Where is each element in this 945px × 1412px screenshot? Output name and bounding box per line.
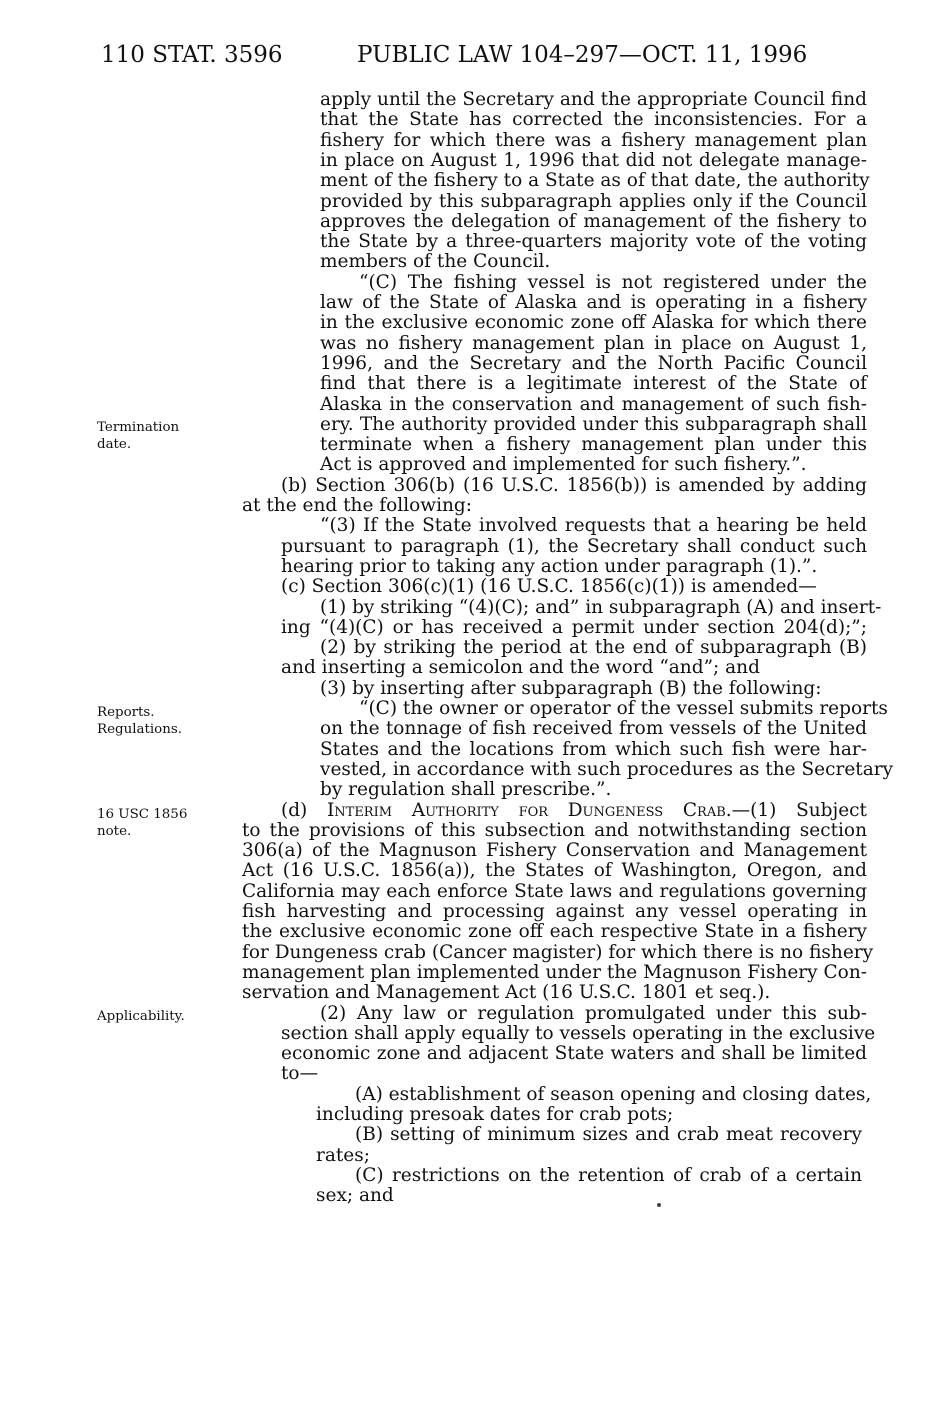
margin-note-line: date. xyxy=(97,437,132,452)
text-line: law of the State of Alaska and is operating in a fishery xyxy=(320,292,867,313)
running-head-public-law: PUBLIC LAW 104–297—OCT. 11, 1996 xyxy=(357,42,808,68)
text-line: in place on August 1, 1996 that did not delegate manage- xyxy=(320,149,867,171)
text-line: 1996, and the Secretary and the North Pacific Council xyxy=(320,352,867,374)
margin-note-line: Applicability. xyxy=(97,1009,185,1024)
section-d-heading-line xyxy=(281,801,867,821)
text-line: and inserting a semicolon and the word “and”; and xyxy=(281,657,760,679)
text-line: hearing prior to taking any action under paragraph (1).”. xyxy=(281,555,818,577)
text-line: members of the Council. xyxy=(320,251,551,273)
text-line: terminate when a fishery management plan under this xyxy=(320,434,867,456)
text-line: rates; xyxy=(316,1144,370,1166)
text-line: California may each enforce State laws and regulations governing xyxy=(242,880,867,902)
text-line: (3) by inserting after subparagraph (B) the following: xyxy=(320,677,822,699)
text-line: for Dungeness crab (Cancer magister) for which there is no fishery xyxy=(242,941,874,963)
text-line: (1) by striking “(4)(C); and” in subparagraph (A) and insert- xyxy=(320,596,882,618)
text-line: including presoak dates for crab pots; xyxy=(316,1104,674,1125)
section-d-heading: Interim Authority for Dungeness Crab xyxy=(326,799,726,821)
text-line: Alaska in the conservation and management of such fish- xyxy=(320,393,867,415)
text-line: Act is approved and implemented for such fishery.”. xyxy=(320,454,807,476)
text-line: economic zone and adjacent State waters and shall be limited xyxy=(281,1043,867,1065)
text-line: at the end the following: xyxy=(242,495,472,516)
text-line: “(C) the owner or operator of the vessel submits reports xyxy=(359,698,888,719)
text-line: 306(a) of the Magnuson Fishery Conservation and Management xyxy=(242,840,867,862)
margin-note-applicability xyxy=(97,1008,185,1025)
text-line: Act (16 U.S.C. 1856(a)), the States of Washington, Oregon, and xyxy=(242,860,867,882)
text-line: sex; and xyxy=(316,1185,394,1207)
text-line: by regulation shall prescribe.”. xyxy=(320,779,612,801)
margin-note-line: 16 USC 1856 xyxy=(97,807,188,822)
text-line: apply until the Secretary and the appropriate Council find xyxy=(320,89,867,110)
text-line: pursuant to paragraph (1), the Secretary shall conduct such xyxy=(281,535,867,557)
text-line: in the exclusive economic zone off Alaska for which there xyxy=(320,312,867,334)
print-speck xyxy=(657,1203,661,1207)
text-line: (b) Section 306(b) (16 U.S.C. 1856(b)) is amended by adding xyxy=(281,474,867,496)
text-line: (C) restrictions on the retention of crab of a certain xyxy=(355,1164,862,1186)
margin-note-reports-regulations xyxy=(97,704,182,738)
text-line: on the tonnage of fish received from vessels of the United xyxy=(320,718,867,740)
text-line: the exclusive economic zone off each respective State in a fishery xyxy=(242,921,867,943)
text-run: (d) xyxy=(281,799,327,821)
text-line: management plan implemented under the Magnuson Fishery Con- xyxy=(242,961,867,983)
margin-note-line: note. xyxy=(97,824,132,839)
text-line: ing “(4)(C) or has received a permit under section 204(d);”; xyxy=(281,616,867,638)
margin-note-usc xyxy=(97,806,187,840)
text-line: fishery for which there was a fishery management plan xyxy=(320,129,867,151)
text-line: ment of the fishery to a State as of that date, the authority xyxy=(320,170,870,192)
text-line: section shall apply equally to vessels operating in the exclusive xyxy=(281,1022,876,1044)
text-line: States and the locations from which such fish were har- xyxy=(320,738,867,760)
text-line: “(C) The fishing vessel is not registered under the xyxy=(359,271,867,293)
text-line: find that there is a legitimate interest of the State of xyxy=(320,373,867,395)
margin-note-line: Termination xyxy=(97,420,180,435)
text-line: ery. The authority provided under this subparagraph shall xyxy=(320,413,867,435)
text-line: provided by this subparagraph applies only if the Council xyxy=(320,190,867,212)
text-line: “(3) If the State involved requests that a hearing be held xyxy=(320,515,867,537)
text-line: (B) setting of minimum sizes and crab meat recovery xyxy=(355,1124,862,1146)
text-run: .—(1) Subject xyxy=(725,799,867,821)
text-line: approves the delegation of management of the fishery to xyxy=(320,210,867,232)
margin-note-termination-date xyxy=(97,419,179,453)
margin-note-line: Regulations. xyxy=(97,722,182,737)
text-line: to— xyxy=(281,1063,319,1085)
text-line: vested, in accordance with such procedures as the Secretary xyxy=(320,758,894,780)
text-line: fish harvesting and processing against any vessel operating in xyxy=(242,901,867,922)
text-line: (2) by striking the period at the end of subparagraph (B) xyxy=(320,637,867,659)
text-line: to the provisions of this subsection and notwithstanding section xyxy=(242,819,867,841)
stat-page-number: 110 STAT. 3596 xyxy=(101,42,283,68)
text-line: the State by a three-quarters majority vote of the voting xyxy=(320,231,867,253)
margin-note-line: Reports. xyxy=(97,705,155,720)
text-line: that the State has corrected the inconsistencies. For a xyxy=(320,109,867,131)
text-line: (c) Section 306(c)(1) (16 U.S.C. 1856(c)(1)) is amended— xyxy=(281,576,817,598)
text-line: servation and Management Act (16 U.S.C. 1801 et seq.). xyxy=(242,982,771,1004)
text-line: was no fishery management plan in place on August 1, xyxy=(320,332,867,354)
text-line: (2) Any law or regulation promulgated under this sub- xyxy=(320,1002,867,1024)
text-line: (A) establishment of season opening and closing dates, xyxy=(355,1083,872,1105)
